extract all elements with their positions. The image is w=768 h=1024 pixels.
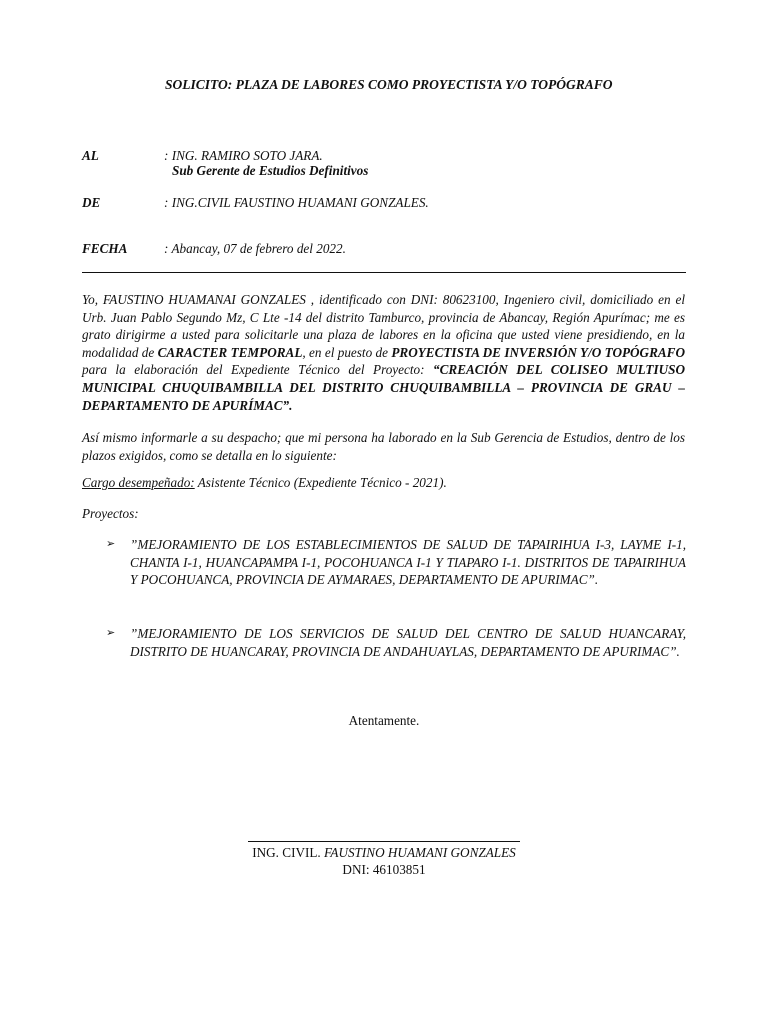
subject-line: SOLICITO: PLAZA DE LABORES COMO PROYECTISTA Y/O TOPÓGRAFO <box>165 77 613 92</box>
signature-name: FAUSTINO HUAMANI GONZALES <box>324 845 516 860</box>
arrow-bullet-icon: ➢ <box>106 627 116 639</box>
closing: Atentamente. <box>348 713 420 728</box>
signature-name-line <box>0 845 768 861</box>
to-value: : ING. RAMIRO SOTO JARA. <box>164 148 323 163</box>
arrow-bullet-icon: ➢ <box>106 538 116 550</box>
cargo-line <box>82 475 447 491</box>
date-label: FECHA <box>82 241 128 256</box>
to-role: Sub Gerente de Estudios Definitivos <box>172 163 369 178</box>
intro-text-3: para la elaboración del Expediente Técnico del Proyecto: <box>82 362 434 378</box>
signature-line <box>248 841 520 842</box>
projects-label: Proyectos: <box>82 506 139 521</box>
intro-paragraph <box>82 291 685 414</box>
intro-text: Yo, FAUSTINO HUAMANAI GONZALES , identificado con DNI: 80623100, Ingeniero civil, domiciliado en el Urb. Juan Pablo Segundo Mz, C Lte -14 del distrito Tamburco, provincia de Abancay, Región Apurímac; me es grato dirigirme a usted para solicitarle una plaza de labores en la oficina que usted viene presidiendo, en la modalidad de <box>82 292 685 360</box>
project-item-text: ”MEJORAMIENTO DE LOS ESTABLECIMIENTOS DE SALUD DE TAPAIRIHUA I-3, LAYME I-1, CHANTA I-1, HUANCAPAMPA I-1, POCOHUANCA I-1 Y TIAPARO I-1. DISTRITOS DE TAPAIRIHUA Y POCOHUANCA, PROVINCIA DE AYMARAES, DEPARTAMENTO DE APURIMAC”. <box>130 537 686 588</box>
from-value: : ING.CIVIL FAUSTINO HUAMANI GONZALES. <box>164 195 429 210</box>
experience-paragraph: Así mismo informarle a su despacho; que mi persona ha laborado en la Sub Gerencia de Estudios, dentro de los plazos exigidos, como se detalla en lo siguiente: <box>82 430 685 463</box>
date-value: : Abancay, 07 de febrero del 2022. <box>164 241 346 256</box>
to-label: AL <box>82 148 99 163</box>
signature-dni: DNI: 46103851 <box>342 862 426 877</box>
project-item <box>106 536 686 589</box>
cargo-label: Cargo desempeñado: <box>82 475 195 490</box>
signature-title: ING. CIVIL. <box>252 845 325 860</box>
modality-text: CARACTER TEMPORAL <box>157 344 303 360</box>
cargo-value: Asistente Técnico (Expediente Técnico - 2021). <box>194 475 447 490</box>
header-divider <box>82 272 686 273</box>
position-text: PROYECTISTA DE INVERSIÓN Y/O TOPÓGRAFO <box>391 344 685 360</box>
from-label: DE <box>82 195 101 210</box>
project-item-text: ”MEJORAMIENTO DE LOS SERVICIOS DE SALUD DEL CENTRO DE SALUD HUANCARAY, DISTRITO DE HUANCARAY, PROVINCIA DE ANDAHUAYLAS, DEPARTAMENTO DE APURIMAC”. <box>130 626 686 659</box>
project-item <box>106 625 686 660</box>
project-title: “CREACIÓN DEL COLISEO MULTIUSO MUNICIPAL CHUQUIBAMBILLA DEL DISTRITO CHUQUIBAMBILLA – PROVINCIA DE GRAU – DEPARTAMENTO DE APURÍMAC”. <box>82 362 685 413</box>
intro-text-2: , en el puesto de <box>302 344 392 360</box>
